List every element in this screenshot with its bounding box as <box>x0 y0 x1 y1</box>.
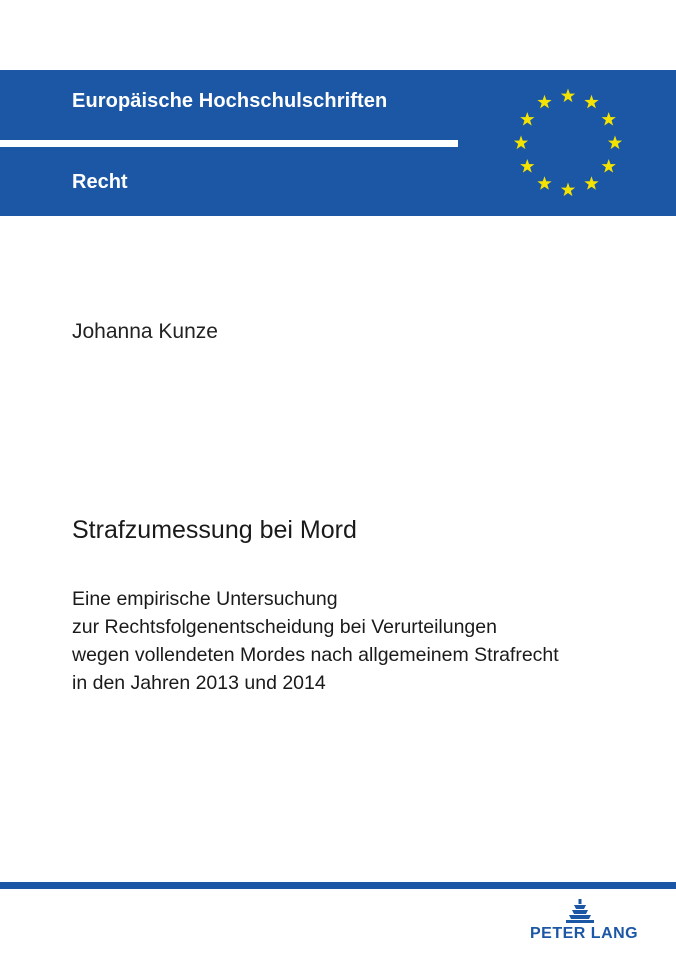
eu-stars-icon <box>503 78 633 208</box>
star-icon <box>514 136 528 150</box>
peter-lang-logo-icon <box>566 899 594 925</box>
series-subject: Recht <box>72 171 128 193</box>
star-icon <box>561 183 575 197</box>
star-icon <box>520 159 534 173</box>
book-title: Strafzumessung bei Mord <box>72 516 357 544</box>
subtitle-line: in den Jahren 2013 und 2014 <box>72 672 326 694</box>
book-subtitle <box>72 585 662 697</box>
series-divider <box>0 140 458 147</box>
star-icon <box>584 95 598 109</box>
bottom-divider <box>0 882 676 889</box>
subtitle-line: Eine empirische Untersuchung <box>72 588 338 610</box>
star-icon <box>561 89 575 103</box>
star-icon <box>602 112 616 126</box>
star-icon <box>537 176 551 190</box>
author-name: Johanna Kunze <box>72 320 218 343</box>
star-icon <box>602 159 616 173</box>
series-title: Europäische Hochschulschriften <box>72 90 388 112</box>
subtitle-line: wegen vollendeten Mordes nach allgemeinem Strafrecht <box>72 644 559 666</box>
star-icon <box>584 176 598 190</box>
star-icon <box>520 112 534 126</box>
star-icon <box>537 95 551 109</box>
subtitle-line: zur Rechtsfolgenentscheidung bei Verurteilungen <box>72 616 497 638</box>
publisher-name: PETER LANG <box>530 925 639 942</box>
star-icon <box>608 136 622 150</box>
